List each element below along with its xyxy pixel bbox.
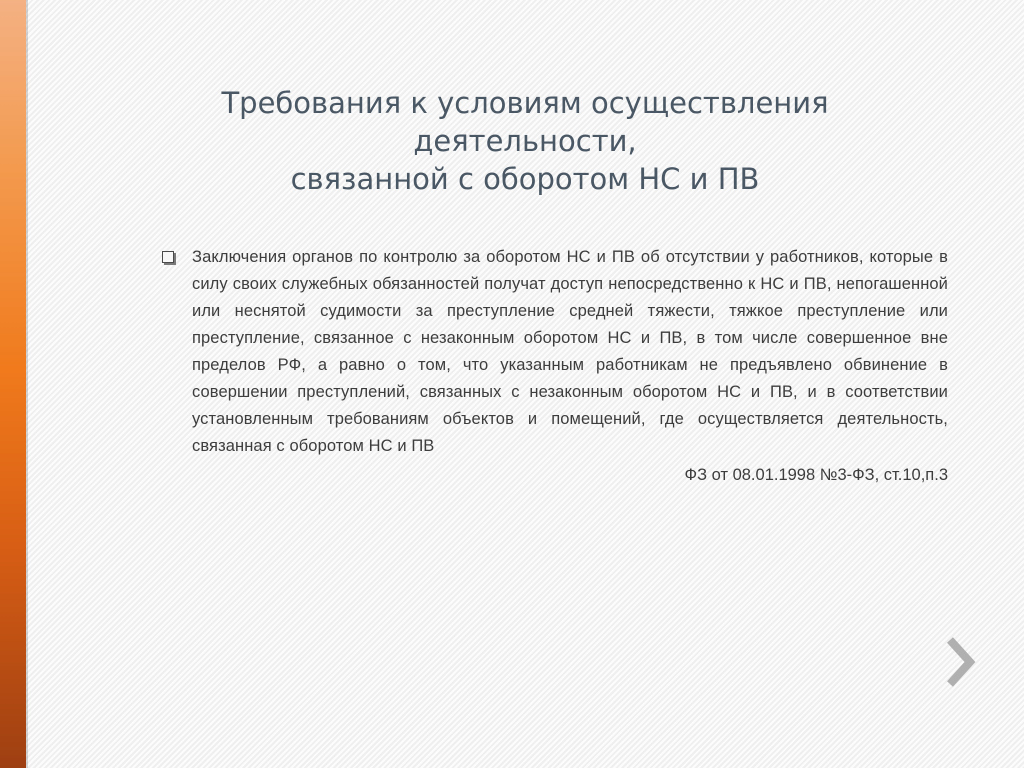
slide-title-line-1: Требования к условиям осуществления деятельности, <box>221 86 829 158</box>
chevron-right-icon <box>940 632 980 692</box>
bullet-item <box>158 244 948 460</box>
slide-title <box>110 84 940 198</box>
bullet-text: Заключения органов по контролю за оборотом НС и ПВ об отсутствии у работников, которые в силу своих служебных обязанностей получат доступ непосредственно к НС и ПВ, непогашенной или неснятой судимости за преступление средней тяжести, тяжкое преступление или преступление, связанное с незаконным оборотом НС и ПВ, в том числе совершенное вне пределов РФ, а равно о том, что указанным работникам не предъявлено обвинение в совершении преступлений, связанных с незаконным оборотом НС и ПВ, и в соответствии установленным требованиям объектов и помещений, где осуществляется деятельность, связанная с оборотом НС и ПВ <box>192 248 948 455</box>
checkbox-bullet-icon <box>162 251 174 263</box>
next-slide-button[interactable] <box>940 632 980 692</box>
citation: ФЗ от 08.01.1998 №3-ФЗ, ст.10,п.3 <box>684 466 948 484</box>
accent-bar <box>0 0 26 768</box>
slide-content <box>158 244 948 489</box>
slide-title-line-2: связанной с оборотом НС и ПВ <box>290 162 760 196</box>
